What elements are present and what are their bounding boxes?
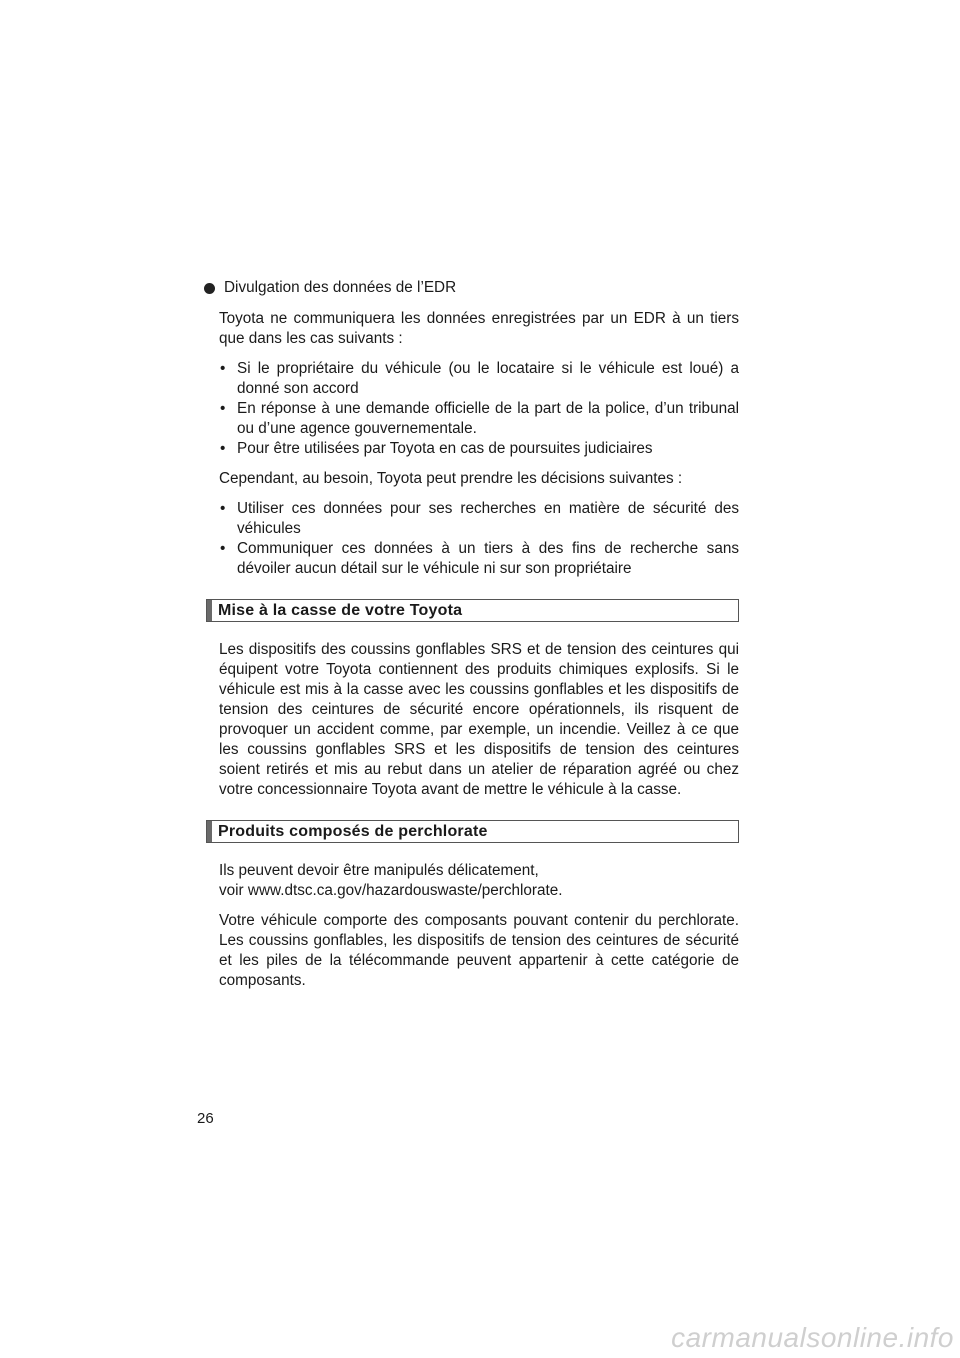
list-item: • En réponse à une demande officielle de la part de la police, d’un tribunal ou d’une agence gouvernementale.	[219, 399, 739, 439]
list-item: • Communiquer ces données à un tiers à des fins de recherche sans dévoiler aucun détail sur le véhicule ni sur son propriétaire	[219, 539, 739, 579]
circle-bullet-icon	[204, 283, 215, 294]
section-heading-perchlorate: Produits composés de perchlorate	[206, 820, 739, 843]
edr-intro-paragraph: Toyota ne communiquera les données enregistrées par un EDR à un tiers que dans les cas suivants :	[219, 310, 739, 347]
page-number: 26	[197, 1110, 214, 1127]
watermark: carmanualsonline.info	[671, 1322, 954, 1353]
edr-decisions-intro: Cependant, au besoin, Toyota peut prendre les décisions suivantes :	[219, 470, 683, 487]
subsection-title	[204, 278, 739, 298]
subsection-title-text: Divulgation des données de l’EDR	[224, 279, 457, 296]
edr-decisions-list	[219, 499, 739, 579]
perchlorate-note-line2: voir www.dtsc.ca.gov/hazardouswaste/perchlorate.	[219, 882, 563, 899]
perchlorate-paragraph: Votre véhicule comporte des composants pouvant contenir du perchlorate. Les coussins gonflables, les dispositifs de tension des ceintures de sécurité et les piles de la télécommande peuvent appartenir à cette catégorie de composants.	[219, 912, 739, 989]
list-item: • Si le propriétaire du véhicule (ou le locataire si le véhicule est loué) a donné son accord	[219, 359, 739, 399]
perchlorate-note-line1: Ils peuvent devoir être manipulés délicatement,	[219, 862, 539, 879]
section-heading-scrapping: Mise à la casse de votre Toyota	[206, 599, 739, 622]
edr-cases-list	[219, 359, 739, 459]
page-content	[219, 278, 739, 1001]
list-item: • Pour être utilisées par Toyota en cas de poursuites judiciaires	[219, 439, 739, 459]
list-item: • Utiliser ces données pour ses recherches en matière de sécurité des véhicules	[219, 499, 739, 539]
perchlorate-note	[219, 861, 739, 901]
scrapping-paragraph: Les dispositifs des coussins gonflables SRS et de tension des ceintures qui équipent votre Toyota contiennent des produits chimiques explosifs. Si le véhicule est mis à la casse avec les coussins gonflables et les dispositifs de tension des ceintures de sécurité encore opérationnels, ils risquent de provoquer un accident comme, par exemple, un incendie. Veillez à ce que les coussins gonflables SRS et les dispositifs de tension des ceintures soient retirés et mis au rebut dans un atelier de réparation agréé ou chez votre concessionnaire Toyota avant de mettre le véhicule à la casse.	[219, 641, 739, 798]
